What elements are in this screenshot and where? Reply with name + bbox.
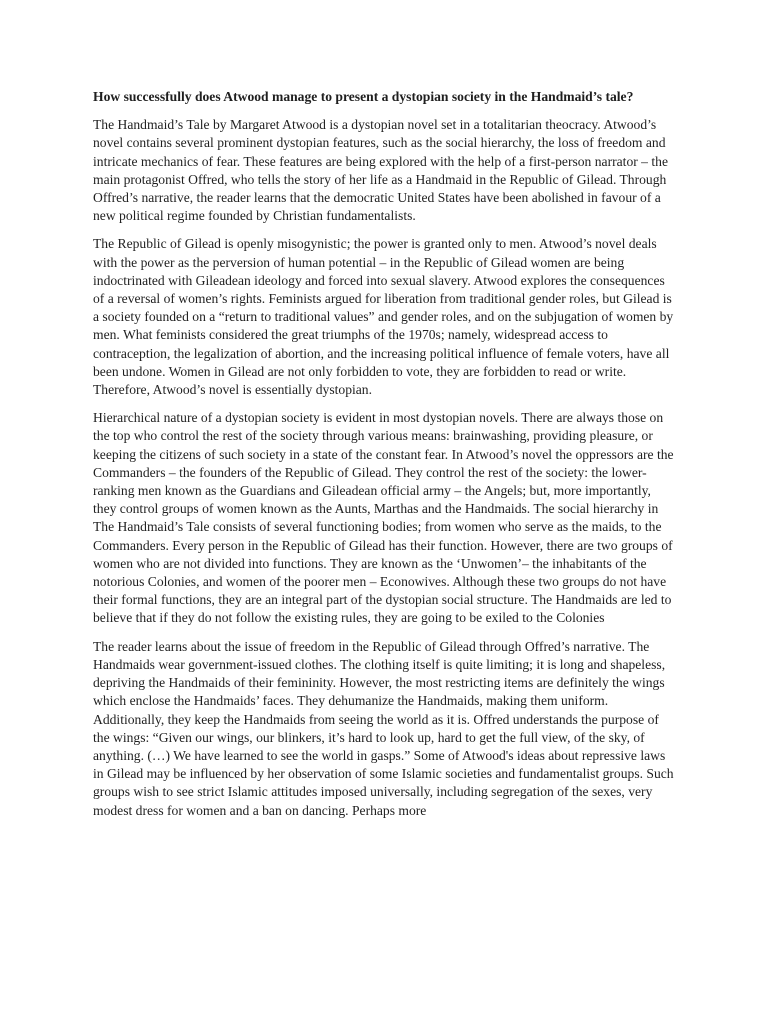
paragraph-hierarchy: Hierarchical nature of a dystopian society is evident in most dystopian novels. There are always those on the top who control the rest of the society through various means: brainwashing, providing pleasure, or keeping the citizens of such society in a state of the constant fear. In Atwood’s novel the oppressors are the Commanders – the founders of the Republic of Gilead. They control the rest of the society: the lower-ranking men known as the Guardians and Gileadean official army – the Angels; but, more importantly, they control groups of women known as the Aunts, Marthas and the Handmaids. The social hierarchy in The Handmaid’s Tale consists of several functioning bodies; from women who serve as the maids, to the Commanders. Every person in the Republic of Gilead has their function. However, there are two groups of women who are not divided into functions. They are known as the ‘Unwomen’– the inhabitants of the notorious Colonies, and women of the poorer men – Econowives. Although these two groups do not have their formal functions, they are an integral part of the dystopian social structure. The Handmaids are led to believe that if they do not follow the existing rules, they are going to be exiled to the Colonies xyxy=(93,410,674,626)
paragraph-intro: The Handmaid’s Tale by Margaret Atwood is a dystopian novel set in a totalitarian theocracy. Atwood’s novel contains several prominent dystopian features, such as the social hierarchy, the loss of freedom and intricate mechanics of fear. These features are being explored with the help of a first-person narrator – the main protagonist Offred, who tells the story of her life as a Handmaid in the Republic of Gilead. Through Offred’s narrative, the reader learns that the democratic United States have been abolished in favour of a new political regime founded by Christian fundamentalists. xyxy=(93,117,668,224)
paragraph-misogyny: The Republic of Gilead is openly misogynistic; the power is granted only to men. Atwood’s novel deals with the power as the perversion of human potential – in the Republic of Gilead women are being indoctrinated with Gileadean ideology and forced into sexual slavery. Atwood explores the consequences of a reversal of women’s rights. Feminists argued for liberation from traditional gender roles, but Gilead is a society founded on a “return to traditional values” and gender roles, and on the subjugation of women by men. What feminists considered the great triumphs of the 1970s; namely, widespread access to contraception, the legalization of abortion, and the increasing political influence of female voters, have all been undone. Women in Gilead are not only forbidden to vote, they are forbidden to read or write. Therefore, Atwood’s novel is essentially dystopian. xyxy=(93,236,674,398)
document-body xyxy=(93,88,677,830)
essay-title: How successfully does Atwood manage to present a dystopian society in the Handmaid’s tale? xyxy=(93,89,634,104)
paragraph-freedom: The reader learns about the issue of freedom in the Republic of Gilead through Offred’s narrative. The Handmaids wear government-issued clothes. The clothing itself is quite limiting; it is long and shapeless, depriving the Handmaids of their femininity. However, the most restricting items are definitely the wings which enclose the Handmaids’ faces. They dehumanize the Handmaids, making them uniform. Additionally, they keep the Handmaids from seeing the world as it is. Offred understands the purpose of the wings: “Given our wings, our blinkers, it’s hard to look up, hard to get the full view, of the sky, of anything. (…) We have learned to see the world in gasps.” Some of Atwood's ideas about repressive laws in Gilead may be influenced by her observation of some Islamic societies and fundamentalist groups. Such groups wish to see strict Islamic attitudes imposed universally, including segregation of the sexes, very modest dress for women and a ban on dancing. Perhaps more xyxy=(93,638,674,818)
